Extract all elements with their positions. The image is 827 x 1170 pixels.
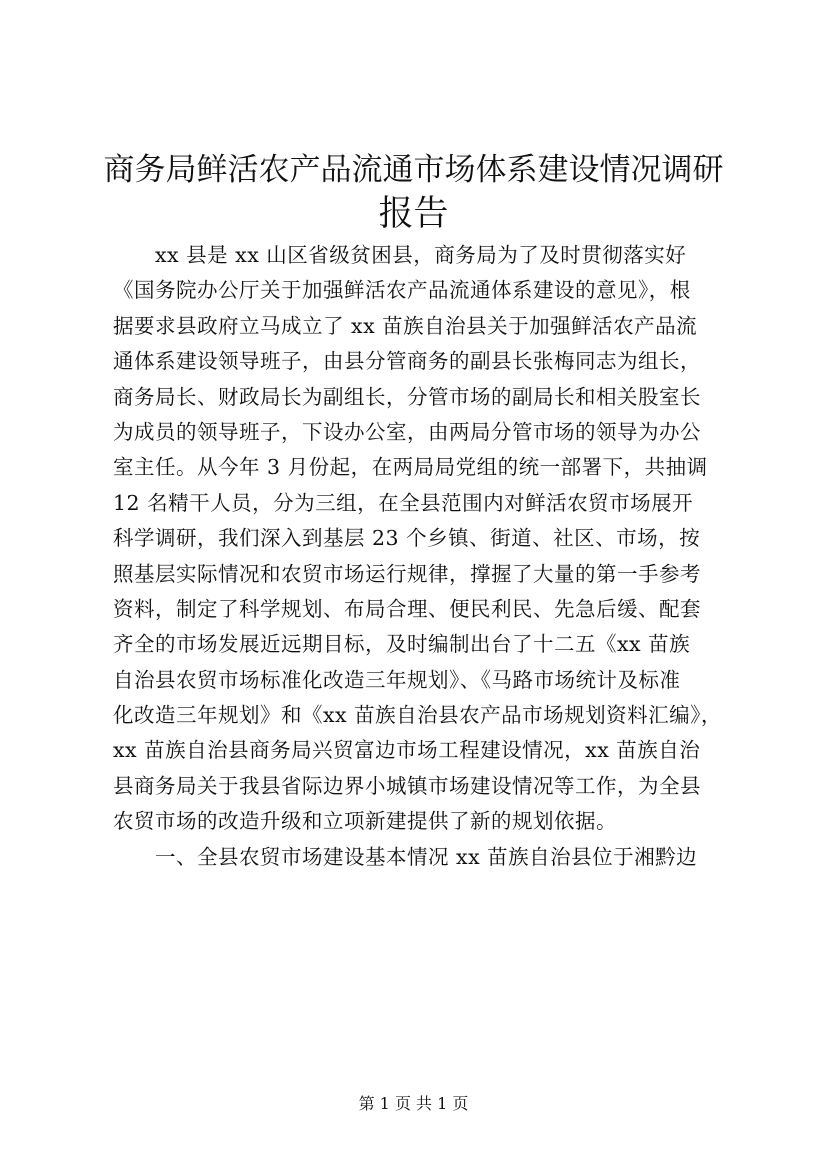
body-line: 化改造三年规划》和《xx 苗族自治县农产品市场规划资料汇编》， <box>113 703 722 728</box>
body-line: 一、全县农贸市场建设基本情况 xx 苗族自治县位于湘黔边 <box>155 844 698 869</box>
page-footer: 第 1 页 共 1 页 <box>358 1094 469 1113</box>
body-line: 县商务局关于我县省际边界小城镇市场建设情况等工作，为全县 <box>113 773 701 798</box>
body-line: 商务局长、财政局长为副组长，分管市场的副局长和相关股室长 <box>113 384 701 409</box>
title-line-1: 商务局鲜活农产品流通市场体系建设情况调研 <box>103 152 724 188</box>
body-line: 通体系建设领导班子，由县分管商务的副县长张梅同志为组长， <box>113 349 701 374</box>
body-line: xx 县是 xx 山区省级贫困县，商务局为了及时贯彻落实好 <box>155 243 687 267</box>
body-line: 据要求县政府立马成立了 xx 苗族自治县关于加强鲜活农产品流 <box>113 313 698 338</box>
body-line: 为成员的领导班子，下设办公室，由两局分管市场的领导为办公 <box>113 419 701 444</box>
title-line-2: 报告 <box>378 194 449 234</box>
body-line: 12 名精干人员，分为三组，在全县范围内对鲜活农贸市场展开 <box>113 490 694 515</box>
document-body <box>113 238 733 875</box>
body-line: 照基层实际情况和农贸市场运行规律，撑握了大量的第一手参考 <box>113 561 701 586</box>
body-line: 农贸市场的改造升级和立项新建提供了新的规划依据。 <box>113 809 617 834</box>
body-line: 齐全的市场发展近远期目标，及时编制出台了十二五《xx 苗族 <box>113 632 691 657</box>
body-line: 自治县农贸市场标准化改造三年规划》、《马路市场统计及标准 <box>113 667 681 692</box>
body-line: xx 苗族自治县商务局兴贸富边市场工程建设情况，xx 苗族自治 <box>113 738 701 763</box>
body-line: 科学调研，我们深入到基层 23 个乡镇、街道、社区、市场，按 <box>113 526 701 551</box>
document-title <box>100 148 727 236</box>
body-line: 资料，制定了科学规划、布局合理、便民利民、先急后缓、配套 <box>113 596 701 621</box>
body-line: 室主任。从今年 3 月份起，在两局局党组的统一部署下，共抽调 <box>113 455 708 480</box>
body-line: 《国务院办公厅关于加强鲜活农产品流通体系建设的意见》，根 <box>113 278 691 303</box>
